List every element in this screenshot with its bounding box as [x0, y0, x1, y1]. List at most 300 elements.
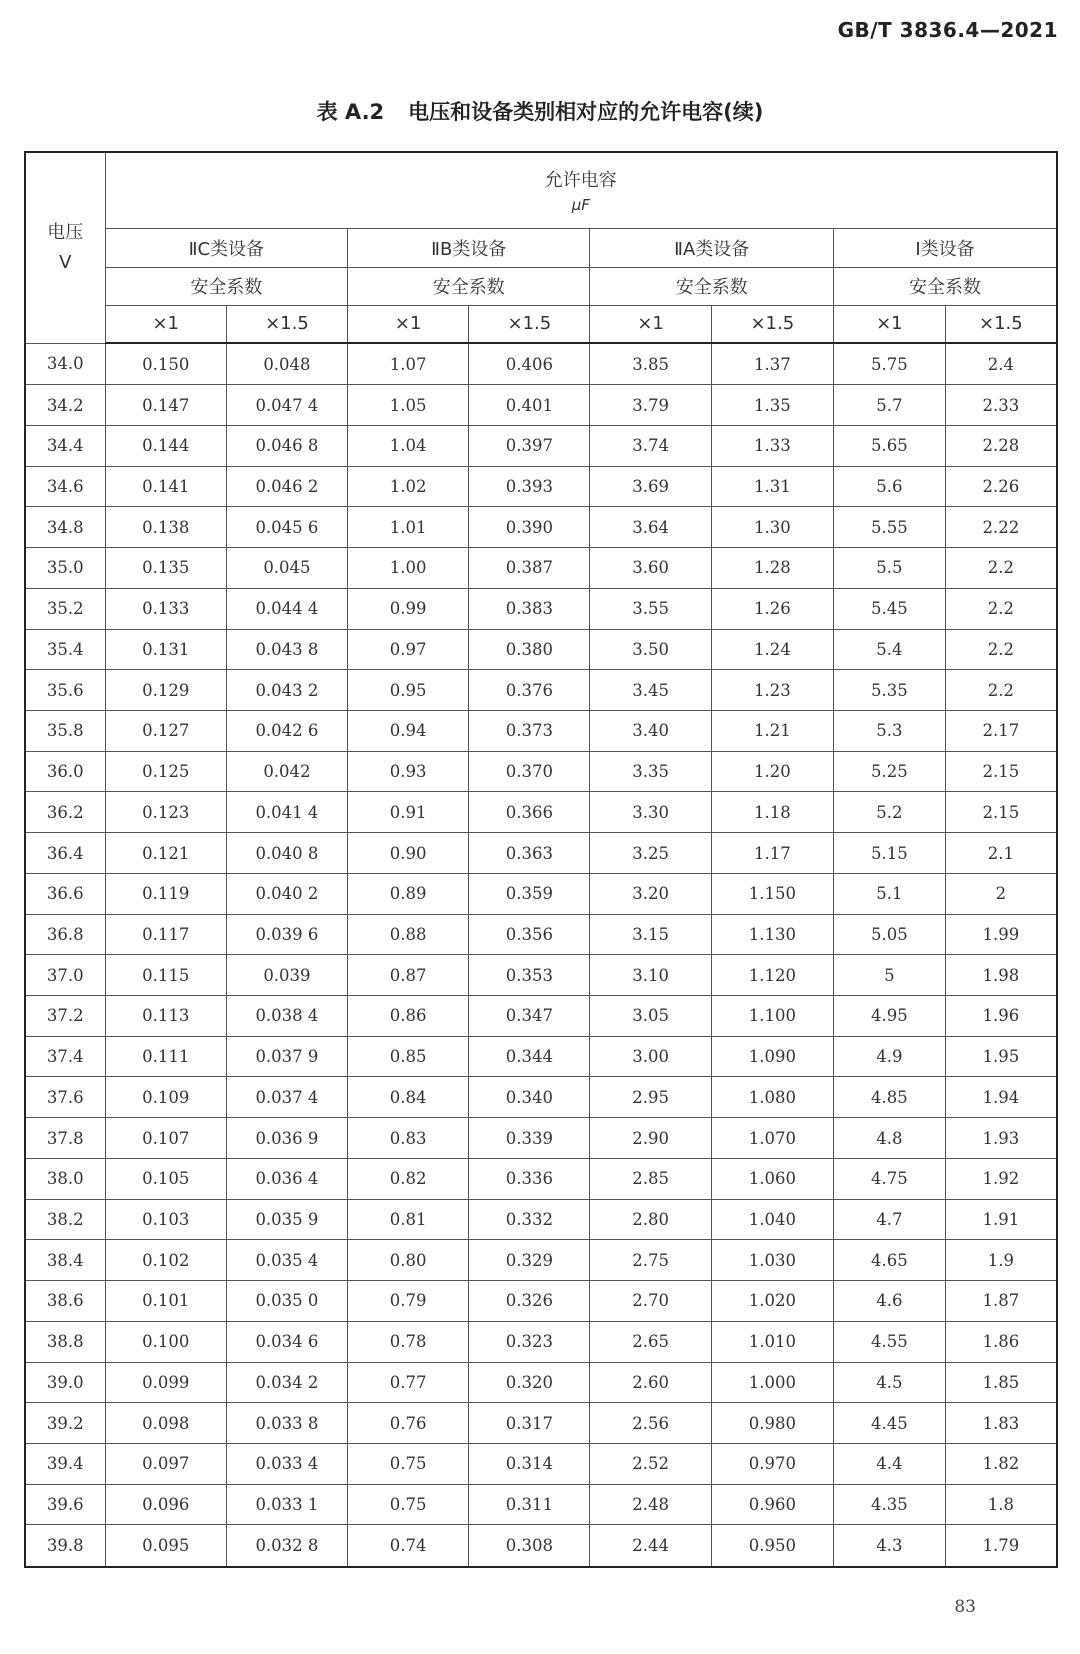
capacitance-cell: 2.95 — [590, 1077, 711, 1118]
capacitance-cell: 2.60 — [590, 1362, 711, 1403]
factor-header: ×1.5 — [945, 305, 1057, 343]
capacitance-cell: 3.35 — [590, 751, 711, 792]
capacitance-cell: 0.84 — [348, 1077, 469, 1118]
capacitance-cell: 0.340 — [469, 1077, 590, 1118]
capacitance-cell: 0.406 — [469, 343, 590, 385]
capacitance-cell: 0.035 0 — [226, 1281, 347, 1322]
capacitance-cell: 1.91 — [945, 1199, 1057, 1240]
capacitance-cell: 0.401 — [469, 385, 590, 426]
capacitance-cell: 0.129 — [105, 670, 226, 711]
table-row — [25, 955, 1057, 996]
capacitance-cell: 0.366 — [469, 792, 590, 833]
voltage-cell: 36.4 — [25, 833, 105, 874]
capacitance-cell: 0.043 8 — [226, 629, 347, 670]
capacitance-cell: 5.2 — [833, 792, 945, 833]
capacitance-cell: 2.80 — [590, 1199, 711, 1240]
capacitance-cell: 5.35 — [833, 670, 945, 711]
capacitance-cell: 1.090 — [711, 1036, 833, 1077]
table-row — [25, 1240, 1057, 1281]
capacitance-cell: 0.109 — [105, 1077, 226, 1118]
capacitance-cell: 4.8 — [833, 1118, 945, 1159]
capacitance-cell: 2.2 — [945, 670, 1057, 711]
voltage-cell: 38.4 — [25, 1240, 105, 1281]
capacitance-cell: 0.311 — [469, 1484, 590, 1525]
capacitance-cell: 0.970 — [711, 1443, 833, 1484]
capacitance-cell: 1.05 — [348, 385, 469, 426]
capacitance-header — [105, 152, 1057, 228]
capacitance-cell: 5 — [833, 955, 945, 996]
capacitance-cell: 1.31 — [711, 466, 833, 507]
table-row — [25, 1443, 1057, 1484]
capacitance-cell: 1.96 — [945, 996, 1057, 1037]
capacitance-cell: 1.100 — [711, 996, 833, 1037]
capacitance-cell: 5.45 — [833, 588, 945, 629]
capacitance-cell: 0.038 4 — [226, 996, 347, 1037]
capacitance-cell: 0.123 — [105, 792, 226, 833]
capacitance-cell: 3.85 — [590, 343, 711, 385]
voltage-cell: 39.0 — [25, 1362, 105, 1403]
capacitance-cell: 0.363 — [469, 833, 590, 874]
capacitance-cell: 0.042 6 — [226, 711, 347, 752]
capacitance-cell: 5.15 — [833, 833, 945, 874]
table-row — [25, 914, 1057, 955]
capacitance-cell: 0.99 — [348, 588, 469, 629]
capacitance-cell: 0.359 — [469, 873, 590, 914]
capacitance-cell: 4.85 — [833, 1077, 945, 1118]
table-caption — [0, 96, 1080, 126]
equipment-group-header: ⅡC类设备 — [105, 228, 347, 267]
capacitance-cell: 0.320 — [469, 1362, 590, 1403]
capacitance-cell: 0.387 — [469, 548, 590, 589]
capacitance-cell: 0.150 — [105, 343, 226, 385]
equipment-group-header: Ⅰ类设备 — [833, 228, 1057, 267]
capacitance-cell: 0.88 — [348, 914, 469, 955]
table-row — [25, 1484, 1057, 1525]
capacitance-unit: μF — [571, 196, 590, 215]
capacitance-cell: 0.098 — [105, 1403, 226, 1444]
capacitance-cell: 2.15 — [945, 792, 1057, 833]
capacitance-cell: 0.308 — [469, 1525, 590, 1567]
voltage-cell: 37.6 — [25, 1077, 105, 1118]
capacitance-cell: 1.080 — [711, 1077, 833, 1118]
capacitance-cell: 2.48 — [590, 1484, 711, 1525]
capacitance-cell: 0.100 — [105, 1321, 226, 1362]
capacitance-cell: 0.102 — [105, 1240, 226, 1281]
capacitance-cell: 1.17 — [711, 833, 833, 874]
capacitance-cell: 0.326 — [469, 1281, 590, 1322]
capacitance-cell: 0.339 — [469, 1118, 590, 1159]
capacitance-cell: 0.039 6 — [226, 914, 347, 955]
capacitance-cell: 0.347 — [469, 996, 590, 1037]
capacitance-cell: 0.033 8 — [226, 1403, 347, 1444]
capacitance-cell: 0.045 6 — [226, 507, 347, 548]
capacitance-cell: 1.020 — [711, 1281, 833, 1322]
capacitance-cell: 1.060 — [711, 1158, 833, 1199]
capacitance-cell: 0.101 — [105, 1281, 226, 1322]
capacitance-cell: 4.95 — [833, 996, 945, 1037]
capacitance-cell: 0.376 — [469, 670, 590, 711]
voltage-cell: 39.6 — [25, 1484, 105, 1525]
capacitance-cell: 0.045 — [226, 548, 347, 589]
equipment-group-header: ⅡB类设备 — [348, 228, 590, 267]
capacitance-cell: 0.097 — [105, 1443, 226, 1484]
capacitance-cell: 5.75 — [833, 343, 945, 385]
capacitance-cell: 3.00 — [590, 1036, 711, 1077]
capacitance-cell: 0.121 — [105, 833, 226, 874]
capacitance-cell: 0.393 — [469, 466, 590, 507]
voltage-cell: 34.6 — [25, 466, 105, 507]
capacitance-cell: 1.01 — [348, 507, 469, 548]
capacitance-cell: 1.070 — [711, 1118, 833, 1159]
capacitance-cell: 4.3 — [833, 1525, 945, 1567]
standard-code: GB/T 3836.4—2021 — [837, 18, 1058, 42]
voltage-cell: 38.0 — [25, 1158, 105, 1199]
capacitance-label: 允许电容 — [544, 170, 617, 192]
factor-header: ×1.5 — [226, 305, 347, 343]
capacitance-cell: 1.93 — [945, 1118, 1057, 1159]
capacitance-cell: 4.6 — [833, 1281, 945, 1322]
capacitance-cell: 1.130 — [711, 914, 833, 955]
capacitance-cell: 3.64 — [590, 507, 711, 548]
voltage-cell: 38.8 — [25, 1321, 105, 1362]
capacitance-cell: 1.02 — [348, 466, 469, 507]
capacitance-cell: 0.135 — [105, 548, 226, 589]
capacitance-cell: 0.034 2 — [226, 1362, 347, 1403]
capacitance-cell: 2.90 — [590, 1118, 711, 1159]
capacitance-cell: 4.9 — [833, 1036, 945, 1077]
capacitance-cell: 0.89 — [348, 873, 469, 914]
capacitance-cell: 3.05 — [590, 996, 711, 1037]
table-row — [25, 466, 1057, 507]
capacitance-cell: 0.980 — [711, 1403, 833, 1444]
table-row — [25, 343, 1057, 385]
table-row — [25, 385, 1057, 426]
capacitance-cell: 0.107 — [105, 1118, 226, 1159]
capacitance-cell: 0.390 — [469, 507, 590, 548]
voltage-cell: 36.8 — [25, 914, 105, 955]
capacitance-cell: 0.94 — [348, 711, 469, 752]
capacitance-cell: 4.45 — [833, 1403, 945, 1444]
capacitance-cell: 1.26 — [711, 588, 833, 629]
capacitance-cell: 0.115 — [105, 955, 226, 996]
table-row — [25, 1525, 1057, 1567]
capacitance-cell: 0.75 — [348, 1484, 469, 1525]
table-title: 电压和设备类别相对应的允许电容(续) — [408, 100, 764, 124]
capacitance-cell: 0.138 — [105, 507, 226, 548]
capacitance-cell: 1.86 — [945, 1321, 1057, 1362]
capacitance-cell: 0.344 — [469, 1036, 590, 1077]
capacitance-cell: 5.55 — [833, 507, 945, 548]
capacitance-cell: 2.33 — [945, 385, 1057, 426]
capacitance-cell: 0.033 1 — [226, 1484, 347, 1525]
capacitance-cell: 0.90 — [348, 833, 469, 874]
voltage-cell: 34.4 — [25, 425, 105, 466]
factor-header: ×1 — [105, 305, 226, 343]
capacitance-cell: 5.6 — [833, 466, 945, 507]
table-row — [25, 1362, 1057, 1403]
capacitance-cell: 5.1 — [833, 873, 945, 914]
capacitance-cell: 0.147 — [105, 385, 226, 426]
capacitance-cell: 0.113 — [105, 996, 226, 1037]
capacitance-cell: 2.52 — [590, 1443, 711, 1484]
capacitance-cell: 0.314 — [469, 1443, 590, 1484]
voltage-cell: 37.8 — [25, 1118, 105, 1159]
capacitance-cell: 1.21 — [711, 711, 833, 752]
table-row — [25, 711, 1057, 752]
capacitance-cell: 0.127 — [105, 711, 226, 752]
capacitance-cell: 5.65 — [833, 425, 945, 466]
capacitance-cell: 0.035 4 — [226, 1240, 347, 1281]
capacitance-cell: 0.103 — [105, 1199, 226, 1240]
capacitance-cell: 0.97 — [348, 629, 469, 670]
capacitance-cell: 0.043 2 — [226, 670, 347, 711]
voltage-cell: 37.4 — [25, 1036, 105, 1077]
table-row — [25, 670, 1057, 711]
table-row — [25, 629, 1057, 670]
capacitance-cell: 1.04 — [348, 425, 469, 466]
factor-header: ×1 — [590, 305, 711, 343]
capacitance-cell: 0.046 2 — [226, 466, 347, 507]
capacitance-cell: 0.78 — [348, 1321, 469, 1362]
safety-factor-header: 安全系数 — [348, 267, 590, 305]
voltage-cell: 37.2 — [25, 996, 105, 1037]
capacitance-cell: 2.15 — [945, 751, 1057, 792]
safety-factor-header: 安全系数 — [590, 267, 833, 305]
capacitance-cell: 1.18 — [711, 792, 833, 833]
capacitance-cell: 0.329 — [469, 1240, 590, 1281]
capacitance-cell: 2.2 — [945, 629, 1057, 670]
capacitance-cell: 0.75 — [348, 1443, 469, 1484]
voltage-cell: 36.0 — [25, 751, 105, 792]
voltage-cell: 35.6 — [25, 670, 105, 711]
capacitance-cell: 0.332 — [469, 1199, 590, 1240]
capacitance-cell: 1.83 — [945, 1403, 1057, 1444]
capacitance-cell: 0.044 4 — [226, 588, 347, 629]
capacitance-cell: 0.380 — [469, 629, 590, 670]
capacitance-cell: 0.87 — [348, 955, 469, 996]
capacitance-cell: 0.81 — [348, 1199, 469, 1240]
table-row — [25, 996, 1057, 1037]
capacitance-cell: 1.28 — [711, 548, 833, 589]
capacitance-cell: 0.383 — [469, 588, 590, 629]
capacitance-cell: 1.33 — [711, 425, 833, 466]
voltage-cell: 39.4 — [25, 1443, 105, 1484]
capacitance-cell: 0.036 4 — [226, 1158, 347, 1199]
voltage-cell: 38.2 — [25, 1199, 105, 1240]
voltage-header — [25, 152, 105, 343]
capacitance-cell: 1.00 — [348, 548, 469, 589]
capacitance-cell: 5.5 — [833, 548, 945, 589]
capacitance-cell: 0.373 — [469, 711, 590, 752]
capacitance-cell: 3.60 — [590, 548, 711, 589]
capacitance-cell: 0.370 — [469, 751, 590, 792]
table-number: 表 A.2 — [316, 100, 385, 124]
capacitance-cell: 1.07 — [348, 343, 469, 385]
capacitance-cell: 0.119 — [105, 873, 226, 914]
voltage-cell: 38.6 — [25, 1281, 105, 1322]
capacitance-cell: 0.042 — [226, 751, 347, 792]
capacitance-cell: 1.37 — [711, 343, 833, 385]
capacitance-cell: 4.75 — [833, 1158, 945, 1199]
capacitance-cell: 0.033 4 — [226, 1443, 347, 1484]
capacitance-cell: 0.95 — [348, 670, 469, 711]
capacitance-cell: 1.92 — [945, 1158, 1057, 1199]
capacitance-cell: 0.960 — [711, 1484, 833, 1525]
capacitance-cell: 2.22 — [945, 507, 1057, 548]
factor-header: ×1 — [833, 305, 945, 343]
table-row — [25, 833, 1057, 874]
capacitance-cell: 1.010 — [711, 1321, 833, 1362]
capacitance-cell: 2.70 — [590, 1281, 711, 1322]
equipment-group-header: ⅡA类设备 — [590, 228, 833, 267]
capacitance-cell: 0.133 — [105, 588, 226, 629]
capacitance-cell: 3.30 — [590, 792, 711, 833]
voltage-cell: 36.2 — [25, 792, 105, 833]
capacitance-cell: 5.25 — [833, 751, 945, 792]
capacitance-cell: 0.397 — [469, 425, 590, 466]
voltage-cell: 34.8 — [25, 507, 105, 548]
capacitance-cell: 0.82 — [348, 1158, 469, 1199]
capacitance-cell: 1.030 — [711, 1240, 833, 1281]
factor-header: ×1.5 — [469, 305, 590, 343]
capacitance-cell: 3.20 — [590, 873, 711, 914]
capacitance-cell: 2.56 — [590, 1403, 711, 1444]
table-row — [25, 873, 1057, 914]
capacitance-cell: 5.3 — [833, 711, 945, 752]
voltage-cell: 35.0 — [25, 548, 105, 589]
voltage-cell: 34.2 — [25, 385, 105, 426]
table-row — [25, 507, 1057, 548]
capacitance-cell: 0.131 — [105, 629, 226, 670]
capacitance-cell: 0.317 — [469, 1403, 590, 1444]
capacitance-cell: 1.8 — [945, 1484, 1057, 1525]
table-row — [25, 1321, 1057, 1362]
capacitance-cell: 0.76 — [348, 1403, 469, 1444]
capacitance-cell: 2.17 — [945, 711, 1057, 752]
capacitance-cell: 0.040 8 — [226, 833, 347, 874]
capacitance-cell: 0.91 — [348, 792, 469, 833]
voltage-cell: 39.2 — [25, 1403, 105, 1444]
capacitance-cell: 1.120 — [711, 955, 833, 996]
capacitance-cell: 0.040 2 — [226, 873, 347, 914]
capacitance-cell: 4.55 — [833, 1321, 945, 1362]
capacitance-cell: 3.10 — [590, 955, 711, 996]
capacitance-cell: 0.950 — [711, 1525, 833, 1567]
capacitance-cell: 0.099 — [105, 1362, 226, 1403]
capacitance-cell: 0.105 — [105, 1158, 226, 1199]
capacitance-cell: 0.79 — [348, 1281, 469, 1322]
table-row — [25, 1281, 1057, 1322]
capacitance-cell: 1.95 — [945, 1036, 1057, 1077]
table-row — [25, 792, 1057, 833]
capacitance-cell: 2.4 — [945, 343, 1057, 385]
capacitance-cell: 1.87 — [945, 1281, 1057, 1322]
capacitance-cell: 0.111 — [105, 1036, 226, 1077]
capacitance-cell: 4.35 — [833, 1484, 945, 1525]
capacitance-cell: 4.5 — [833, 1362, 945, 1403]
capacitance-cell: 1.30 — [711, 507, 833, 548]
capacitance-cell: 0.85 — [348, 1036, 469, 1077]
capacitance-cell: 0.353 — [469, 955, 590, 996]
table-row — [25, 751, 1057, 792]
table-row — [25, 588, 1057, 629]
capacitance-cell: 1.82 — [945, 1443, 1057, 1484]
capacitance-cell: 0.046 8 — [226, 425, 347, 466]
capacitance-cell: 5.7 — [833, 385, 945, 426]
capacitance-cell: 0.047 4 — [226, 385, 347, 426]
capacitance-cell: 1.85 — [945, 1362, 1057, 1403]
voltage-label: 电压 — [47, 221, 84, 243]
capacitance-cell: 1.98 — [945, 955, 1057, 996]
capacitance-cell: 0.048 — [226, 343, 347, 385]
voltage-unit: V — [59, 251, 72, 273]
factor-header: ×1 — [348, 305, 469, 343]
capacitance-cell: 5.4 — [833, 629, 945, 670]
capacitance-cell: 2.26 — [945, 466, 1057, 507]
capacitance-cell: 1.79 — [945, 1525, 1057, 1567]
capacitance-cell: 0.125 — [105, 751, 226, 792]
capacitance-cell: 0.037 9 — [226, 1036, 347, 1077]
capacitance-cell: 2.65 — [590, 1321, 711, 1362]
voltage-cell: 36.6 — [25, 873, 105, 914]
capacitance-table — [24, 151, 1058, 1568]
safety-factor-header: 安全系数 — [105, 267, 347, 305]
capacitance-cell: 4.7 — [833, 1199, 945, 1240]
capacitance-cell: 2.75 — [590, 1240, 711, 1281]
capacitance-cell: 3.50 — [590, 629, 711, 670]
table-row — [25, 548, 1057, 589]
capacitance-cell: 0.74 — [348, 1525, 469, 1567]
capacitance-cell: 0.144 — [105, 425, 226, 466]
capacitance-cell: 4.65 — [833, 1240, 945, 1281]
factor-header: ×1.5 — [711, 305, 833, 343]
capacitance-cell: 1.94 — [945, 1077, 1057, 1118]
capacitance-cell: 1.9 — [945, 1240, 1057, 1281]
capacitance-cell: 0.86 — [348, 996, 469, 1037]
capacitance-cell: 2.2 — [945, 588, 1057, 629]
capacitance-cell: 0.141 — [105, 466, 226, 507]
capacitance-cell: 2.2 — [945, 548, 1057, 589]
capacitance-cell: 0.356 — [469, 914, 590, 955]
capacitance-cell: 1.23 — [711, 670, 833, 711]
capacitance-cell: 0.096 — [105, 1484, 226, 1525]
capacitance-cell: 0.117 — [105, 914, 226, 955]
capacitance-cell: 0.323 — [469, 1321, 590, 1362]
table-row — [25, 1158, 1057, 1199]
capacitance-cell: 2.44 — [590, 1525, 711, 1567]
capacitance-cell: 0.80 — [348, 1240, 469, 1281]
capacitance-cell: 0.035 9 — [226, 1199, 347, 1240]
capacitance-cell: 3.55 — [590, 588, 711, 629]
capacitance-cell: 0.336 — [469, 1158, 590, 1199]
capacitance-cell: 2.1 — [945, 833, 1057, 874]
capacitance-cell: 0.83 — [348, 1118, 469, 1159]
capacitance-cell: 0.032 8 — [226, 1525, 347, 1567]
capacitance-cell: 4.4 — [833, 1443, 945, 1484]
capacitance-cell: 1.20 — [711, 751, 833, 792]
capacitance-cell: 1.040 — [711, 1199, 833, 1240]
capacitance-cell: 5.05 — [833, 914, 945, 955]
voltage-cell: 35.2 — [25, 588, 105, 629]
capacitance-cell: 3.69 — [590, 466, 711, 507]
capacitance-cell: 0.095 — [105, 1525, 226, 1567]
capacitance-cell: 3.25 — [590, 833, 711, 874]
table-row — [25, 1036, 1057, 1077]
capacitance-cell: 1.99 — [945, 914, 1057, 955]
capacitance-cell: 0.041 4 — [226, 792, 347, 833]
capacitance-cell: 0.034 6 — [226, 1321, 347, 1362]
table-row — [25, 425, 1057, 466]
